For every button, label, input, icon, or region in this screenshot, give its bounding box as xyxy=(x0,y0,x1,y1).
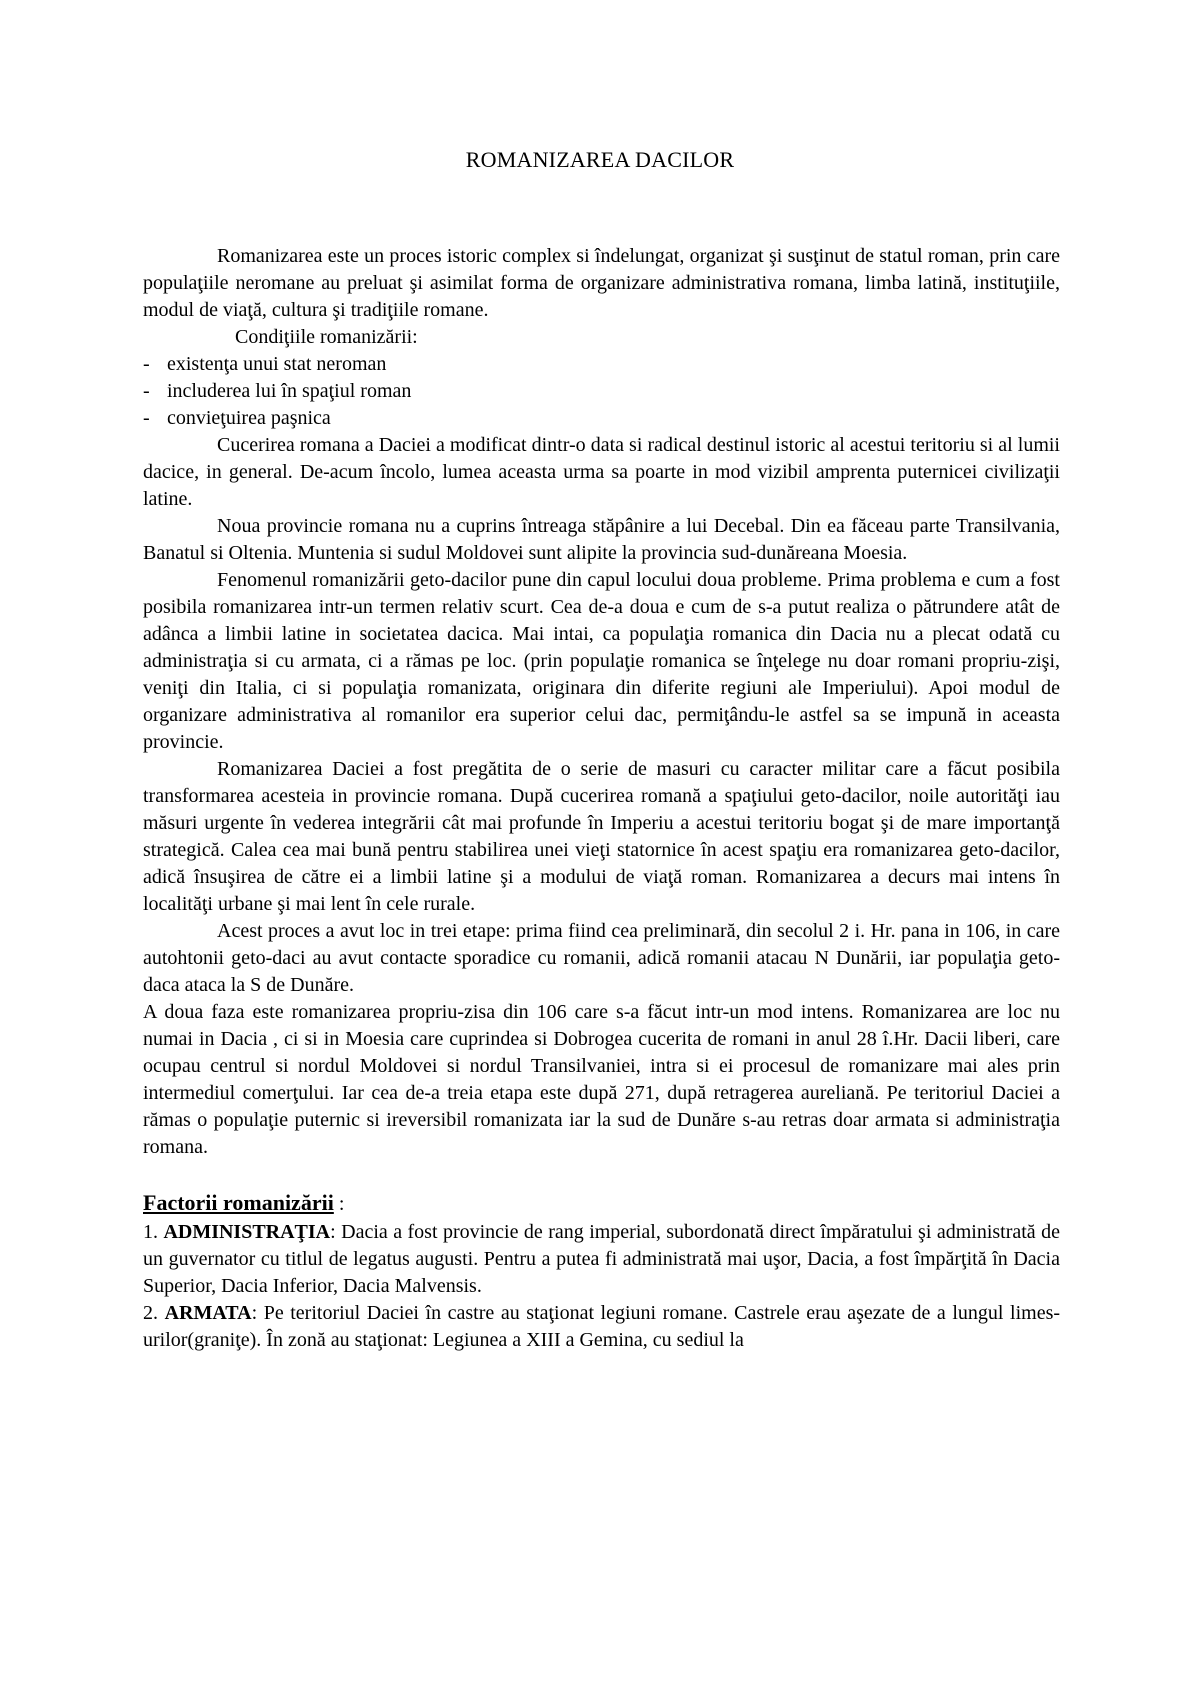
body-paragraph: Cucerirea romana a Daciei a modificat dintr-o data si radical destinul istoric al acestui teritoriu si al lumii dacice, in general. De-acum încolo, lumea aceasta urma sa poarte in mod vizibil amprenta puternicei civilizaţii latine. xyxy=(143,434,1060,510)
factor-number: 2. xyxy=(143,1302,158,1324)
factors-heading-colon: : xyxy=(333,1193,345,1215)
body-paragraph: Fenomenul romanizării geto-dacilor pune din capul locului doua probleme. Prima problema e cum a fost posibila romanizarea intr-un termen relativ scurt. Cea de-a doua e cum de s-a putut realiza o pătrundere atât de adânca a limbii latine in societatea dacica. Mai intai, ca populaţia romanica din Dacia nu a plecat odată cu administraţia si cu armata, ci a rămas pe loc. (prin populaţie romanica se înţelege nu doar romani propriu-zişi, veniţi din Italia, ci si populaţia romanizata, originara din diferite regiuni ale Imperiului). Apoi modul de organizare administrativa al romanilor era superior celui dac, permiţându-le astfel sa se impună in aceasta provincie. xyxy=(143,569,1060,753)
body-paragraph: Acest proces a avut loc in trei etape: prima fiind cea preliminară, din secolul 2 i. Hr. pana in 106, in care autohtonii geto-daci au avut contacte sporadice cu romanii, adică romanii atacau N Dunării, iar populaţia geto-daca ataca la S de Dunăre. xyxy=(143,920,1060,996)
factor-text: : Pe teritoriul Daciei în castre au staţionat legiuni romane. Castrele erau aşezate de a lungul limes-urilor(graniţe). În zonă au staţionat: Legiunea a XIII a Gemina, cu sediul la xyxy=(143,1302,1061,1351)
conditions-item: - existenţa unui stat neroman xyxy=(143,351,1060,378)
body-paragraph: A doua faza este romanizarea propriu-zisa din 106 care s-a făcut intr-un mod intens. Romanizarea are loc nu numai in Dacia , ci si in Moesia care cuprindea si Dobrogea cucerita de romani in anul 28 î.Hr. Dacii liberi, care ocupau centrul si nordul Moldovei si nordul Transilvaniei, intra si ei procesul de romanizare mai ales prin intermediul comerţului. Iar cea de-a treia etapa este după 271, după retragerea aureliană. Pe teritoriul Daciei a rămas o populaţie puternic si ireversibil romanizata iar la sud de Dunăre s-au retras doar armata si administraţia romana. xyxy=(143,1001,1060,1158)
factor-item xyxy=(143,1300,1060,1354)
factors-heading xyxy=(143,1188,1060,1219)
factor-name: ARMATA xyxy=(164,1302,252,1324)
body-paragraph: Noua provincie romana nu a cuprins întreaga stăpânire a lui Decebal. Din ea făceau parte Transilvania, Banatul si Oltenia. Muntenia si sudul Moldovei sunt alipite la provincia sud-dunăreana Moesia. xyxy=(143,515,1060,564)
intro-paragraph: Romanizarea este un proces istoric complex si îndelungat, organizat şi susţinut de statul roman, prin care populaţiile neromane au preluat şi asimilat forma de organizare administrativa romana, limba latină, instituţiile, modul de viaţă, cultura şi tradiţiile romane. xyxy=(143,245,1060,321)
factor-number: 1. xyxy=(143,1221,158,1243)
factor-item xyxy=(143,1219,1060,1300)
conditions-list xyxy=(143,351,1060,432)
conditions-item: - includerea lui în spaţiul roman xyxy=(143,378,1060,405)
conditions-item: - convieţuirea paşnica xyxy=(143,405,1060,432)
body-paragraph: Romanizarea Daciei a fost pregătita de o serie de masuri cu caracter militar care a făcut posibila transformarea acesteia in provincie romana. După cucerirea romană a spaţiului geto-dacilor, noile autorităţi iau măsuri urgente în vederea integrării cât mai profunde în Imperiu a acestui teritoriu bogat şi de mare importanţă strategică. Calea cea mai bună pentru stabilirea unei vieţi statornice în acest spaţiu era romanizarea geto-dacilor, adică însuşirea de către ei a limbii latine şi a modului de viaţă roman. Romanizarea a decurs mai intens în localităţi urbane şi mai lent în cele rurale. xyxy=(143,758,1060,915)
document-title: ROMANIZAREA DACILOR xyxy=(465,147,735,172)
factors-heading-text: Factorii romanizării xyxy=(143,1190,334,1215)
factor-name: ADMINISTRAŢIA xyxy=(163,1221,331,1243)
document-body xyxy=(143,243,1060,1354)
factor-text: : Dacia a fost provincie de rang imperial, subordonată direct împăratului şi administrată de un guvernator cu titlul de legatus augusti. Pentru a putea fi administrată mai uşor, Dacia, a fost împărţită în Dacia Superior, Dacia Inferior, Dacia Malvensis. xyxy=(143,1221,1060,1297)
conditions-heading: Condiţiile romanizării: xyxy=(235,326,418,348)
